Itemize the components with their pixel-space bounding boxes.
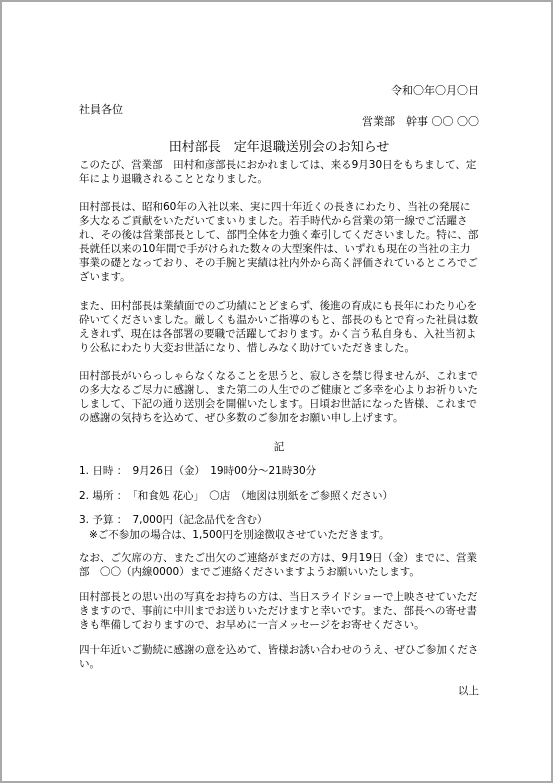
paragraph-career: 田村部長は、昭和60年の入社以来、実に四十年近くの長きにわたり、当社の発展に多大なるご貢献をいただいてまいりました。若手時代から営業の第一線でご活躍され、その後は営業部長として、部門全体を力強く牽引してくださいました。特に、部長就任以来の10年間で手がけられた数々の大型案件は、いずれも現在の当社の主力事業の礎となっており、その手腕と実績は社内外から高く評価されているところでございます。 — [79, 201, 479, 283]
recipient: 社員各位 — [79, 103, 123, 116]
paragraph-photos: 田村部長との思い出の写真をお持ちの方は、当日スライドショーで上映させていただきますので、事前に中川までお送りいただけますと幸いです。また、部長への寄せ書きも準備しておりますので、お早めに一言メッセージをお寄せください。 — [79, 591, 478, 631]
document-date: 令和〇年〇月〇日 — [391, 84, 479, 97]
item-datetime: 1. 日時 ： 9月26日（金） 19時00分～21時30分 — [79, 465, 317, 477]
paragraph-invitation: 田村部長がいらっしゃらなくなることを思うと、寂しさを禁じ得ませんが、これまでの多大なるご尽力に感謝し、また第二の人生でのご健康とご多幸を心よりお祈りいたしまして、下記の通り送別会を開催いたします。日頃お世話になった皆様、これまでの感謝の気持ちを込めて、ぜひ多数のご参加をお願い申し上げます。 — [79, 370, 478, 424]
closing: 以上 — [458, 685, 479, 697]
paragraph-intro: このたび、営業部 田村和彦部長におかれましては、来る9月30日をもちまして、定年により退職されることとなりました。 — [79, 159, 477, 185]
sender: 営業部 幹事 〇〇 〇〇 — [362, 115, 479, 128]
item-budget-note: ※ご不参加の場合は、1,500円を別途徴収させていただきます。 — [89, 529, 390, 541]
paragraph-mentoring: また、田村部長は業績面でのご功績にとどまらず、後進の育成にも長年にわたり心を砕いてくださいました。厳しくも温かいご指導のもと、部長のもとで育った社員は数えきれず、現在は各部署の要職で活躍しております。かく言う私自身も、入社当初より公私にわたり大変お世話になり、惜しみなく助けていただきました。 — [79, 300, 478, 354]
document-title: 田村部長 定年退職送別会のお知らせ — [168, 140, 390, 155]
paragraph-rsvp: なお、ご欠席の方、またご出欠のご連絡がまだの方は、9月19日（金）までに、営業部 〇〇（内線0000）までご連絡くださいますようお願いいたします。 — [79, 552, 478, 578]
ki-heading: 記 — [273, 441, 285, 453]
item-place: 2. 場所 ： 「和食処 花心」 〇店 （地図は別紙をご参照ください） — [79, 490, 394, 502]
paragraph-final: 四十年近いご勤続に感謝の意を込めて、皆様お誘い合わせのうえ、ぜひご参加ください。 — [79, 644, 479, 670]
item-budget: 3. 予算 ： 7,000円（記念品代を含む） — [79, 514, 268, 526]
